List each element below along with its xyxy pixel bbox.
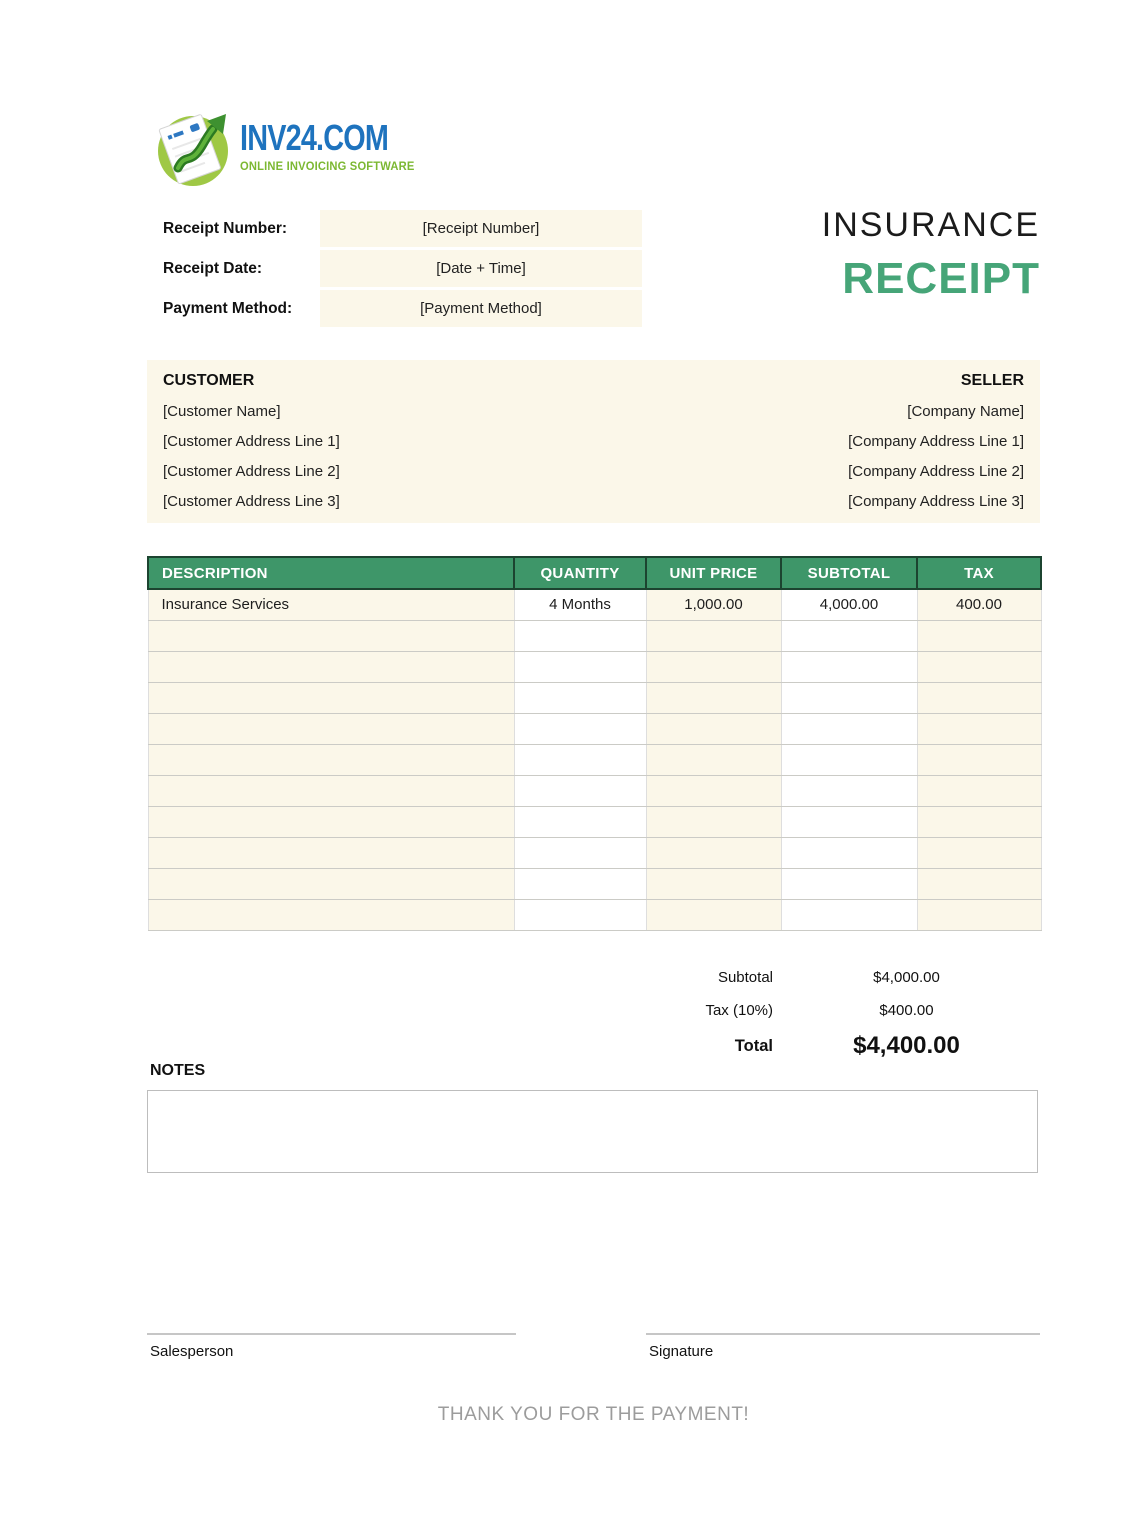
table-cell xyxy=(514,713,646,744)
receipt-number-row xyxy=(147,210,642,247)
totals-row-subtotal xyxy=(147,961,1040,994)
table-cell xyxy=(917,837,1041,868)
table-cell xyxy=(781,868,917,899)
table-empty-row xyxy=(148,899,1041,930)
table-cell xyxy=(646,651,781,682)
items-table xyxy=(147,556,1040,931)
table-cell xyxy=(917,682,1041,713)
table-cell xyxy=(514,775,646,806)
table-empty-row xyxy=(148,744,1041,775)
column-header-unit-price: UNIT PRICE xyxy=(646,557,781,589)
total-value: $4,400.00 xyxy=(853,1032,960,1059)
notes-heading: NOTES xyxy=(150,1062,206,1079)
table-empty-row xyxy=(148,651,1041,682)
table-cell xyxy=(148,744,514,775)
signature-label: Signature xyxy=(649,1343,714,1360)
table-cell xyxy=(148,899,514,930)
customer-address-2: [Customer Address Line 2] xyxy=(163,463,340,481)
table-cell xyxy=(646,775,781,806)
table-cell xyxy=(781,744,917,775)
table-cell xyxy=(646,744,781,775)
table-empty-row xyxy=(148,682,1041,713)
table-cell xyxy=(148,682,514,713)
table-cell: 4 Months xyxy=(514,589,646,620)
table-cell xyxy=(917,775,1041,806)
seller-block xyxy=(848,366,1024,517)
parties-section xyxy=(147,360,1040,523)
items-table-body xyxy=(148,589,1041,930)
table-cell: 4,000.00 xyxy=(781,589,917,620)
table-cell xyxy=(917,806,1041,837)
seller-name: [Company Name] xyxy=(907,402,1024,420)
table-cell xyxy=(917,620,1041,651)
column-header-description: DESCRIPTION xyxy=(148,557,514,589)
table-cell xyxy=(148,868,514,899)
payment-method-row xyxy=(147,290,642,327)
column-header-tax: TAX xyxy=(917,557,1041,589)
table-cell xyxy=(646,899,781,930)
signature-line xyxy=(646,1333,1040,1335)
table-cell xyxy=(148,713,514,744)
table-cell xyxy=(917,713,1041,744)
company-logo xyxy=(152,106,428,193)
table-cell: 1,000.00 xyxy=(646,589,781,620)
table-cell: 400.00 xyxy=(917,589,1041,620)
receipt-date-value[interactable]: [Date + Time] xyxy=(320,250,642,287)
table-cell xyxy=(148,620,514,651)
totals-row-tax xyxy=(147,994,1040,1027)
table-cell xyxy=(148,775,514,806)
table-cell xyxy=(514,899,646,930)
items-table-header-row xyxy=(148,557,1041,589)
brand-tagline: ONLINE INVOICING SOFTWARE xyxy=(240,159,415,173)
subtotal-label: Subtotal xyxy=(717,969,773,986)
payment-method-value[interactable]: [Payment Method] xyxy=(320,290,642,327)
document-title xyxy=(822,206,1040,304)
table-cell xyxy=(646,806,781,837)
payment-method-label: Payment Method: xyxy=(163,300,293,317)
table-cell: Insurance Services xyxy=(148,589,514,620)
title-line-insurance: INSURANCE xyxy=(821,206,1040,244)
column-header-quantity: QUANTITY xyxy=(514,557,646,589)
table-cell xyxy=(514,744,646,775)
table-cell xyxy=(148,837,514,868)
seller-heading: SELLER xyxy=(960,372,1024,390)
receipt-number-label: Receipt Number: xyxy=(163,220,288,237)
total-label: Total xyxy=(734,1036,773,1055)
salesperson-signature-line xyxy=(147,1333,516,1335)
seller-address-1: [Company Address Line 1] xyxy=(848,433,1024,450)
customer-name: [Customer Name] xyxy=(163,402,281,420)
title-line-receipt: RECEIPT xyxy=(842,254,1040,303)
table-cell xyxy=(646,837,781,868)
table-cell xyxy=(514,651,646,682)
table-cell xyxy=(646,868,781,899)
totals-row-total xyxy=(147,1027,1040,1065)
seller-address-3: [Company Address Line 3] xyxy=(848,493,1024,511)
table-cell xyxy=(646,682,781,713)
receipt-number-value[interactable]: [Receipt Number] xyxy=(320,210,642,247)
table-empty-row xyxy=(148,775,1041,806)
table-cell xyxy=(781,806,917,837)
table-cell xyxy=(514,620,646,651)
table-cell xyxy=(781,651,917,682)
table-cell xyxy=(781,620,917,651)
subtotal-value: $4,000.00 xyxy=(873,969,940,986)
customer-address-1: [Customer Address Line 1] xyxy=(163,433,340,450)
column-header-subtotal: SUBTOTAL xyxy=(781,557,917,589)
table-cell xyxy=(781,713,917,744)
notes-box[interactable] xyxy=(147,1090,1038,1173)
invoice-arrow-icon xyxy=(152,106,234,193)
table-cell xyxy=(781,775,917,806)
thank-you-message: THANK YOU FOR THE PAYMENT! xyxy=(437,1404,750,1425)
table-cell xyxy=(781,682,917,713)
seller-address-2: [Company Address Line 2] xyxy=(848,463,1024,481)
table-cell xyxy=(781,837,917,868)
table-cell xyxy=(917,899,1041,930)
table-cell xyxy=(781,899,917,930)
customer-heading: CUSTOMER xyxy=(163,372,255,390)
table-cell xyxy=(514,682,646,713)
totals-section xyxy=(147,961,1040,1065)
table-cell xyxy=(514,868,646,899)
table-empty-row xyxy=(148,620,1041,651)
table-cell xyxy=(917,744,1041,775)
table-row xyxy=(148,589,1041,620)
receipt-date-row xyxy=(147,250,642,287)
receipt-date-label: Receipt Date: xyxy=(163,260,263,277)
table-cell xyxy=(514,806,646,837)
customer-block xyxy=(163,366,340,517)
salesperson-label: Salesperson xyxy=(150,1343,234,1360)
table-empty-row xyxy=(148,713,1041,744)
table-empty-row xyxy=(148,837,1041,868)
customer-address-3: [Customer Address Line 3] xyxy=(163,493,340,511)
table-cell xyxy=(514,837,646,868)
table-cell xyxy=(148,651,514,682)
brand-name: INV24.COM xyxy=(240,117,389,158)
table-cell xyxy=(917,868,1041,899)
tax-label: Tax (10%) xyxy=(705,1002,773,1019)
table-empty-row xyxy=(148,806,1041,837)
table-cell xyxy=(646,620,781,651)
table-cell xyxy=(646,713,781,744)
table-cell xyxy=(148,806,514,837)
table-cell xyxy=(917,651,1041,682)
table-empty-row xyxy=(148,868,1041,899)
tax-value: $400.00 xyxy=(879,1002,934,1019)
